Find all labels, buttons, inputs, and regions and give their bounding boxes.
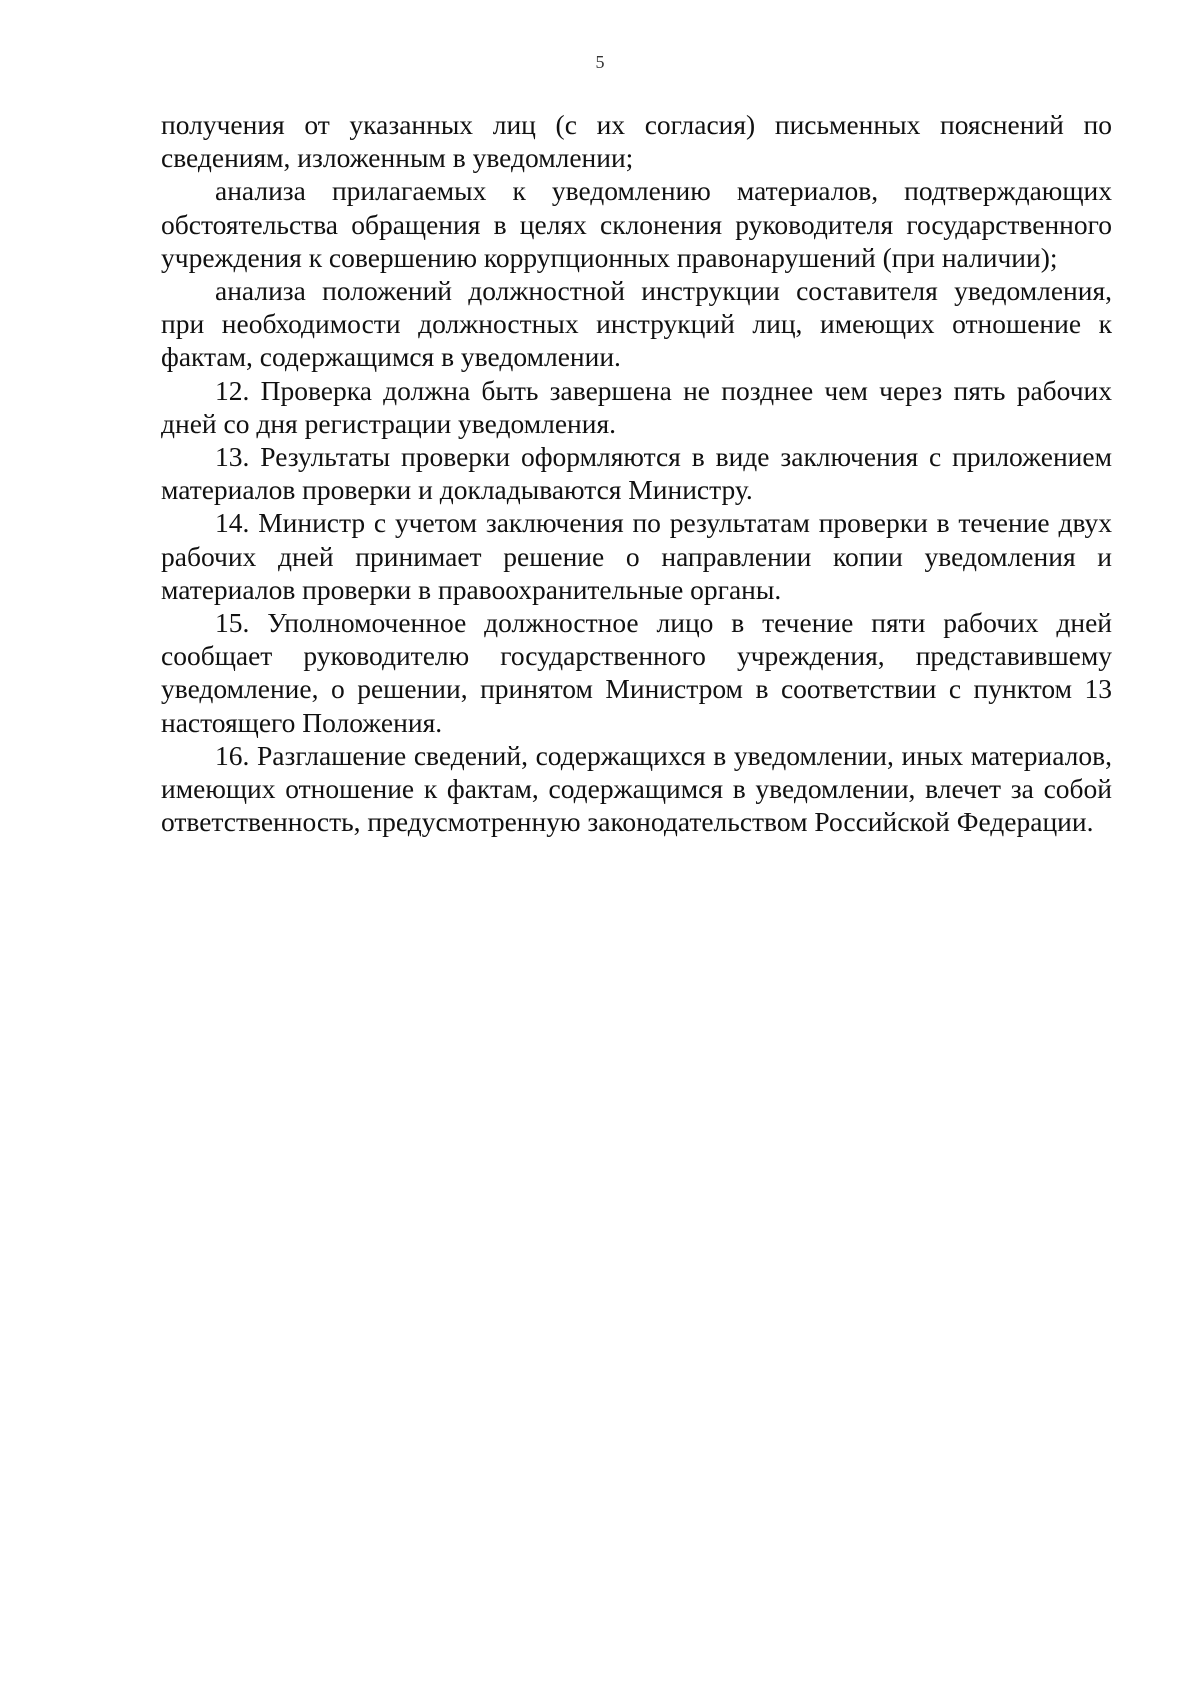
paragraph-12: 12. Проверка должна быть завершена не позднее чем через пять рабочих дней со дня регистрации уведомления. [161, 374, 1112, 439]
paragraph-16: 16. Разглашение сведений, содержащихся в уведомлении, иных материалов, имеющих отношение к фактам, содержащимся в уведомлении, влечет за собой ответственность, предусмотренную законодательством Российской Федерации. [161, 739, 1112, 838]
page-number: 5 [595, 52, 605, 72]
document-body [161, 108, 1112, 838]
paragraph-14: 14. Министр с учетом заключения по результатам проверки в течение двух рабочих дней принимает решение о направлении копии уведомления и материалов проверки в правоохранительные органы. [161, 507, 1112, 605]
paragraph-analysis-materials: анализа прилагаемых к уведомлению материалов, подтверждающих обстоятельства обращения в целях склонения руководителя государственного учреждения к совершению коррупционных правонарушений (при наличии); [161, 175, 1112, 273]
paragraph-13: 13. Результаты проверки оформляются в виде заключения с приложением материалов проверки и докладываются Министру. [161, 441, 1112, 506]
paragraph-analysis-instructions: анализа положений должностной инструкции составителя уведомления, при необходимости должностных инструкций лиц, имеющих отношение к фактам, содержащимся в уведомлении. [161, 275, 1112, 373]
paragraph-15: 15. Уполномоченное должностное лицо в течение пяти рабочих дней сообщает руководителю государственного учреждения, представившему уведомление, о решении, принятом Министром в соответствии с пунктом 13 настоящего Положения. [161, 607, 1112, 738]
paragraph-continuation: получения от указанных лиц (с их согласия) письменных пояснений по сведениям, изложенным в уведомлении; [161, 109, 1112, 174]
